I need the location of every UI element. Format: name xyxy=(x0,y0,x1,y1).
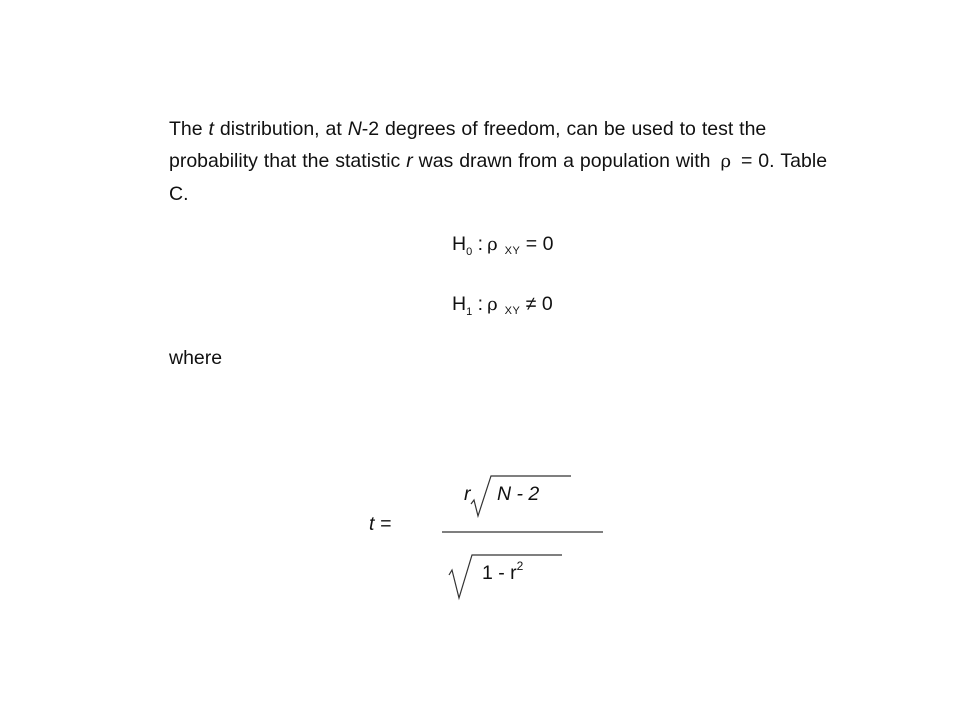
t-equals: t = xyxy=(369,513,392,535)
relation: ≠ 0 xyxy=(520,293,553,315)
hypothesis-subscript: 0 xyxy=(466,246,473,258)
xy-subscript: XY xyxy=(504,245,521,257)
text-run: The xyxy=(169,118,209,140)
n-symbol: N xyxy=(347,118,362,140)
text-run: -2 degrees of freedom, can be used to test the probability that the statistic xyxy=(169,118,767,172)
rho-symbol: ρ xyxy=(720,151,732,172)
text-run: = 0. Table C. xyxy=(169,150,828,205)
text-run: distribution, at xyxy=(213,118,348,140)
exponent: 2 xyxy=(516,558,524,573)
denominator-radicand xyxy=(482,558,524,585)
t-symbol: t xyxy=(208,118,214,140)
rho-symbol: ρ xyxy=(487,234,498,255)
h-letter: H xyxy=(452,293,467,315)
xy-subscript: XY xyxy=(504,305,521,317)
numerator-radicand: N - 2 xyxy=(497,483,540,505)
numerator-r: r xyxy=(464,483,471,505)
rho-symbol: ρ xyxy=(487,294,498,315)
r-symbol: r xyxy=(406,150,413,172)
denominator-text: 1 - r xyxy=(482,562,517,584)
colon: : xyxy=(472,293,484,315)
hypothesis-subscript: 1 xyxy=(466,306,473,318)
where-label: where xyxy=(169,347,223,369)
text-run: was drawn from a population with xyxy=(412,150,717,172)
h-letter: H xyxy=(452,233,467,255)
relation: = 0 xyxy=(520,233,554,255)
colon: : xyxy=(472,233,484,255)
